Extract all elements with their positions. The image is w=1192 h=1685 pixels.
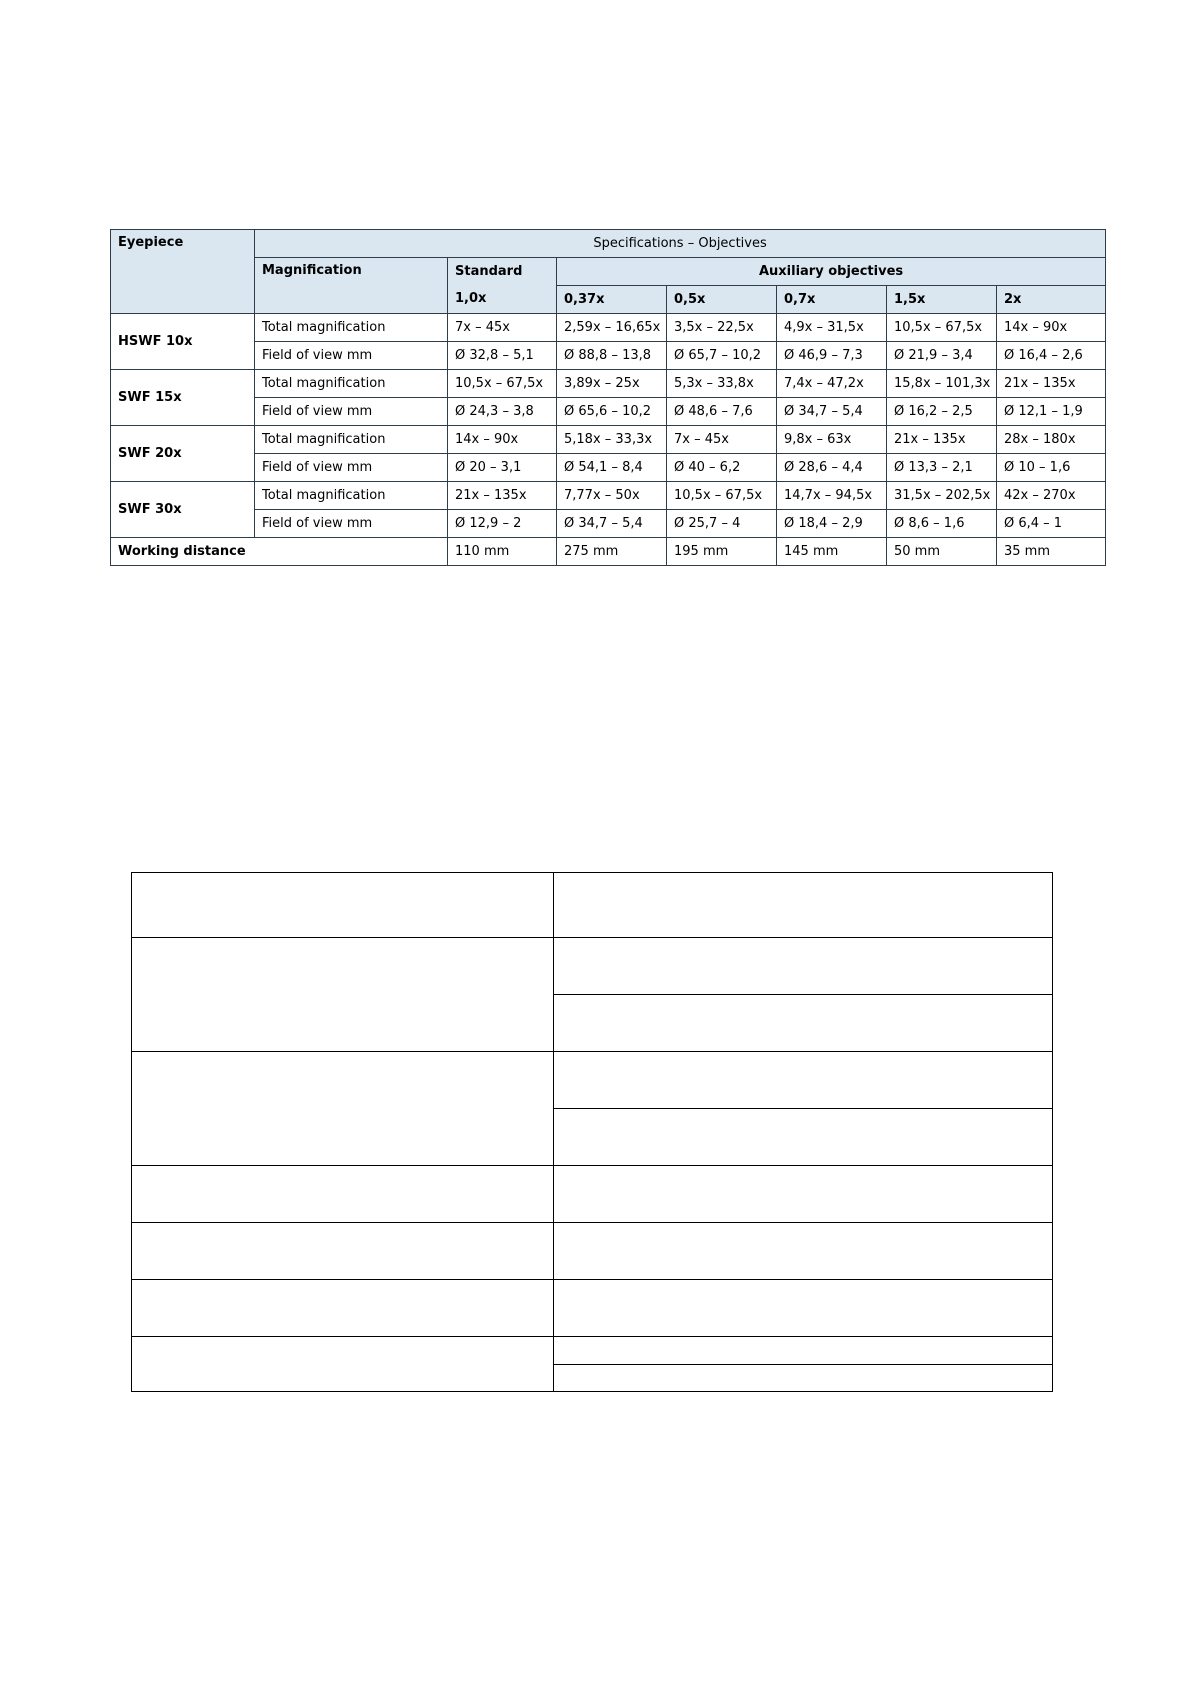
table-row <box>111 314 1106 342</box>
table-row <box>132 873 1053 938</box>
table-cell: 28x – 180x <box>997 426 1106 454</box>
table-cell: Ø 28,6 – 4,4 <box>777 454 887 482</box>
table-cell: Ø 8,6 – 1,6 <box>887 510 997 538</box>
table-cell: 7x – 45x <box>448 314 557 342</box>
eyepiece-name: SWF 20x <box>111 426 255 482</box>
table-row <box>132 1223 1053 1280</box>
table-cell <box>554 1280 1053 1337</box>
table-cell <box>132 1166 554 1223</box>
table-cell: 4,9x – 31,5x <box>777 314 887 342</box>
table-cell: Ø 10 – 1,6 <box>997 454 1106 482</box>
table-cell: Ø 12,9 – 2 <box>448 510 557 538</box>
table-cell: 15,8x – 101,3x <box>887 370 997 398</box>
table-cell: Ø 32,8 – 5,1 <box>448 342 557 370</box>
table-cell: 14x – 90x <box>997 314 1106 342</box>
table-cell <box>554 1166 1053 1223</box>
standard-value-header: 1,0x <box>448 286 557 314</box>
specifications-table <box>110 229 1106 566</box>
table-cell <box>132 873 554 938</box>
table-cell: 2,59x – 16,65x <box>557 314 667 342</box>
table-row <box>111 398 1106 426</box>
table-cell <box>554 1337 1053 1365</box>
standard-header: Standard <box>448 258 557 286</box>
aux-column-header: 0,37x <box>557 286 667 314</box>
table-cell: 145 mm <box>777 538 887 566</box>
table-cell: Ø 21,9 – 3,4 <box>887 342 997 370</box>
table-row <box>111 482 1106 510</box>
table-cell: Ø 16,4 – 2,6 <box>997 342 1106 370</box>
row-label: Field of view mm <box>255 398 448 426</box>
table-cell <box>554 938 1053 995</box>
row-label: Field of view mm <box>255 454 448 482</box>
table-row <box>111 342 1106 370</box>
table-cell: Ø 20 – 3,1 <box>448 454 557 482</box>
row-label: Total magnification <box>255 314 448 342</box>
table-cell: Ø 13,3 – 2,1 <box>887 454 997 482</box>
table-cell <box>132 1223 554 1280</box>
table-cell: 7x – 45x <box>667 426 777 454</box>
table-cell: 9,8x – 63x <box>777 426 887 454</box>
table-cell: Ø 34,7 – 5,4 <box>777 398 887 426</box>
table-cell: Ø 88,8 – 13,8 <box>557 342 667 370</box>
row-label: Total magnification <box>255 426 448 454</box>
table-row <box>111 454 1106 482</box>
table-row <box>132 1337 1053 1365</box>
table-cell: 42x – 270x <box>997 482 1106 510</box>
table-cell: Ø 65,6 – 10,2 <box>557 398 667 426</box>
table-cell: Ø 6,4 – 1 <box>997 510 1106 538</box>
table-cell: Ø 46,9 – 7,3 <box>777 342 887 370</box>
table-row <box>132 938 1053 995</box>
table-row <box>111 510 1106 538</box>
table-cell: 14,7x – 94,5x <box>777 482 887 510</box>
eyepiece-header: Eyepiece <box>111 230 255 314</box>
table-cell: 21x – 135x <box>997 370 1106 398</box>
table-cell: 50 mm <box>887 538 997 566</box>
row-label: Total magnification <box>255 370 448 398</box>
magnification-header: Magnification <box>255 258 448 314</box>
table-cell: 3,5x – 22,5x <box>667 314 777 342</box>
table-cell: 7,4x – 47,2x <box>777 370 887 398</box>
table-cell: Ø 48,6 – 7,6 <box>667 398 777 426</box>
row-label: Field of view mm <box>255 510 448 538</box>
working-distance-label: Working distance <box>111 538 448 566</box>
table-cell: Ø 34,7 – 5,4 <box>557 510 667 538</box>
table-cell: 35 mm <box>997 538 1106 566</box>
table-cell <box>554 1223 1053 1280</box>
table-cell: Ø 18,4 – 2,9 <box>777 510 887 538</box>
table-row <box>132 1166 1053 1223</box>
table-cell <box>132 1337 554 1392</box>
table-cell: 5,18x – 33,3x <box>557 426 667 454</box>
table-row <box>111 426 1106 454</box>
table-cell: 7,77x – 50x <box>557 482 667 510</box>
aux-column-header: 2x <box>997 286 1106 314</box>
table-cell <box>554 1109 1053 1166</box>
table-cell: Ø 25,7 – 4 <box>667 510 777 538</box>
table-cell: 5,3x – 33,8x <box>667 370 777 398</box>
table-cell: 10,5x – 67,5x <box>667 482 777 510</box>
table-cell: Ø 65,7 – 10,2 <box>667 342 777 370</box>
table-row <box>132 1052 1053 1109</box>
table-cell: 14x – 90x <box>448 426 557 454</box>
aux-column-header: 0,5x <box>667 286 777 314</box>
table-row <box>132 1280 1053 1337</box>
table-cell: Ø 40 – 6,2 <box>667 454 777 482</box>
row-label: Field of view mm <box>255 342 448 370</box>
table-cell: Ø 16,2 – 2,5 <box>887 398 997 426</box>
table-cell <box>554 1365 1053 1392</box>
table-cell: 10,5x – 67,5x <box>887 314 997 342</box>
table-cell: Ø 12,1 – 1,9 <box>997 398 1106 426</box>
table-cell <box>132 1280 554 1337</box>
table-cell: 21x – 135x <box>448 482 557 510</box>
eyepiece-name: SWF 30x <box>111 482 255 538</box>
eyepiece-name: SWF 15x <box>111 370 255 426</box>
table-cell <box>132 1052 554 1166</box>
specifications-objectives-header: Specifications – Objectives <box>255 230 1106 258</box>
table-cell: 275 mm <box>557 538 667 566</box>
table-cell: Ø 24,3 – 3,8 <box>448 398 557 426</box>
table-row <box>111 538 1106 566</box>
table-cell: 195 mm <box>667 538 777 566</box>
table-cell: 21x – 135x <box>887 426 997 454</box>
table-cell: 3,89x – 25x <box>557 370 667 398</box>
table-cell <box>554 1052 1053 1109</box>
aux-column-header: 1,5x <box>887 286 997 314</box>
auxiliary-objectives-header: Auxiliary objectives <box>557 258 1106 286</box>
empty-grid-table <box>131 872 1053 1392</box>
table-row <box>111 370 1106 398</box>
table-cell <box>554 873 1053 938</box>
aux-column-header: 0,7x <box>777 286 887 314</box>
table-cell <box>132 938 554 1052</box>
row-label: Total magnification <box>255 482 448 510</box>
table-cell: Ø 54,1 – 8,4 <box>557 454 667 482</box>
table-cell: 110 mm <box>448 538 557 566</box>
table-cell: 10,5x – 67,5x <box>448 370 557 398</box>
table-cell <box>554 995 1053 1052</box>
table-cell: 31,5x – 202,5x <box>887 482 997 510</box>
eyepiece-name: HSWF 10x <box>111 314 255 370</box>
